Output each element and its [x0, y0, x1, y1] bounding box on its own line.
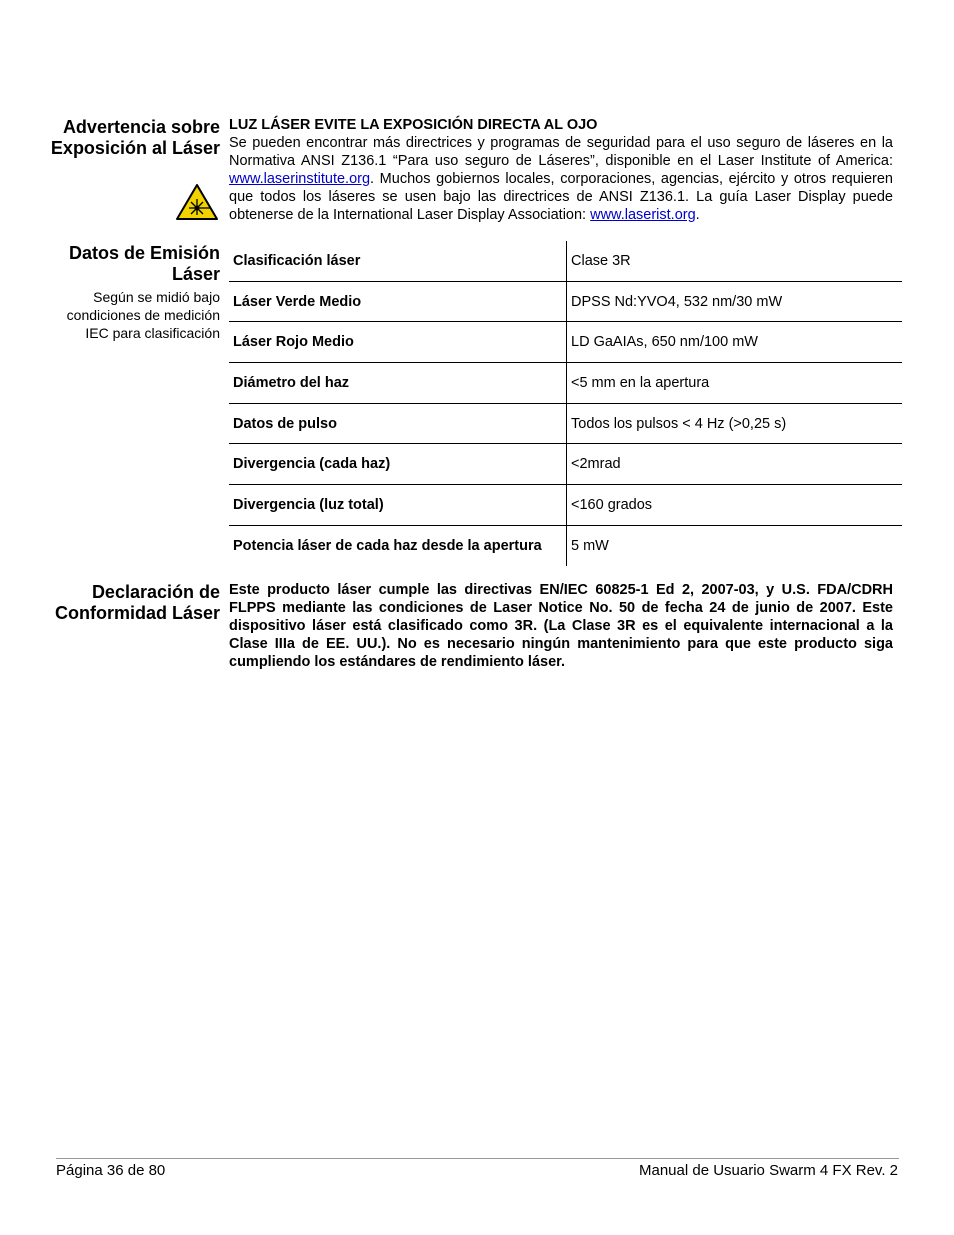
- warning-side-title: Advertencia sobre Exposición al Láser: [50, 117, 220, 158]
- row-value: <2mrad: [567, 444, 903, 485]
- row-key: Divergencia (cada haz): [229, 444, 567, 485]
- row-value: <160 grados: [567, 485, 903, 526]
- laserinstitute-link[interactable]: www.laserinstitute.org: [229, 171, 371, 187]
- emission-side-title-line-2: Láser: [171, 264, 220, 284]
- footer-page-number: Página 36 de 80: [56, 1162, 166, 1179]
- emission-side-title: [40, 243, 220, 285]
- laser-warning-icon: [175, 183, 219, 221]
- footer-manual-title: Manual de Usuario Swarm 4 FX Rev. 2: [639, 1162, 898, 1179]
- row-key: Diámetro del haz: [229, 363, 567, 404]
- table-row: [229, 485, 902, 526]
- declaration-side-title: Declaración de Conformidad Láser: [54, 582, 220, 623]
- table-row: [229, 444, 902, 485]
- row-key: Láser Rojo Medio: [229, 322, 567, 363]
- row-value: Todos los pulsos < 4 Hz (>0,25 s): [567, 403, 903, 444]
- row-value: LD GaAIAs, 650 nm/100 mW: [567, 322, 903, 363]
- row-key: Clasificación láser: [233, 252, 361, 269]
- row-key: Potencia láser de cada haz desde la apertura: [229, 525, 567, 565]
- warning-body-part-1: Se pueden encontrar más directrices y programas de seguridad para el uso seguro de láseres en la Normativa ANSI Z136.1 “Para uso seguro de Láseres”, disponible en el Laser Institute of America:: [229, 135, 893, 169]
- emission-side-title-line-1: Datos de Emisión: [68, 243, 220, 263]
- table-row: [229, 363, 902, 404]
- laserist-link[interactable]: www.laserist.org: [590, 207, 696, 223]
- emission-table: [229, 241, 902, 566]
- table-row: [229, 241, 902, 281]
- row-value: <5 mm en la apertura: [567, 363, 903, 404]
- emission-side-subtitle: Según se midió bajo condiciones de medición IEC para clasificación: [66, 289, 220, 341]
- warning-title: LUZ LÁSER EVITE LA EXPOSICIÓN DIRECTA AL OJO: [229, 117, 598, 133]
- warning-body-part-3: .: [695, 207, 700, 223]
- warning-body-part-2: . Muchos gobiernos locales, corporaciones, agencias, ejército y otros requieren que todos los láseres se usen bajo las directrices de ANSI Z136.1. La guía Laser Display puede obtenerse de la International Laser Display Association:: [229, 171, 893, 223]
- declaration-body: Este producto láser cumple las directivas EN/IEC 60825-1 Ed 2, 2007-03, y U.S. FDA/CDRH FLPPS mediante las condiciones de Laser Notice No. 50 de fecha 24 de junio de 2007. Este dispositivo láser está clasificado como 3R. (La Clase 3R es el equivalente internacional a la Clase IIIa de EE. UU.). No es necesario ningún mantenimiento para que este producto siga cumpliendo los estándares de rendimiento láser.: [229, 582, 893, 670]
- row-key: Datos de pulso: [229, 403, 567, 444]
- warning-content: [229, 116, 893, 224]
- table-row: [229, 403, 902, 444]
- row-key: Divergencia (luz total): [229, 485, 567, 526]
- footer-divider: [56, 1158, 899, 1159]
- row-key: Láser Verde Medio: [229, 281, 567, 322]
- table-row: [229, 281, 902, 322]
- warning-body: [229, 134, 893, 224]
- table-row: [229, 525, 902, 565]
- row-value: 5 mW: [567, 525, 903, 565]
- row-value: Clase 3R: [567, 241, 903, 281]
- row-value: DPSS Nd:YVO4, 532 nm/30 mW: [567, 281, 903, 322]
- table-row: [229, 322, 902, 363]
